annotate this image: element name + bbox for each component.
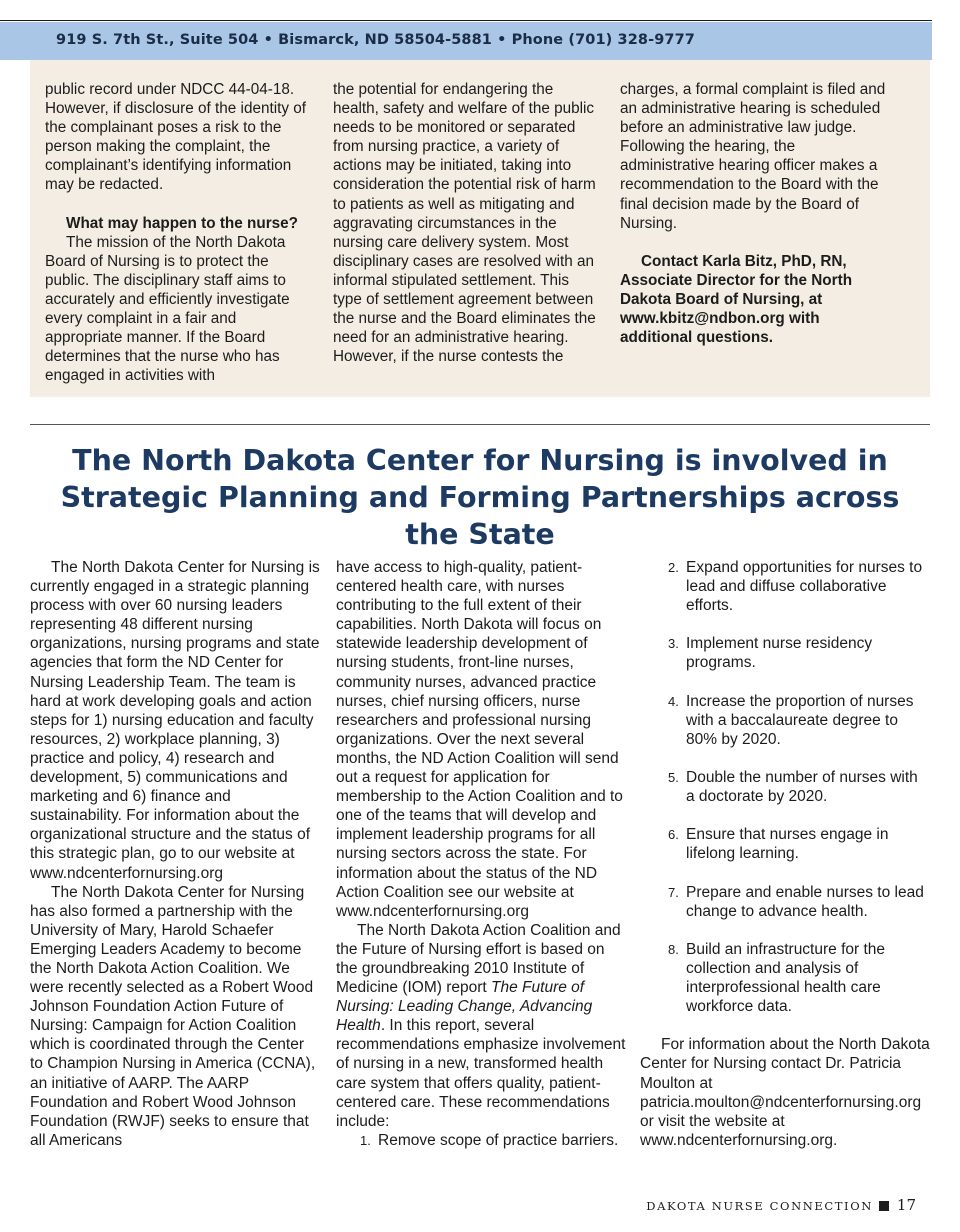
address-bar: [0, 22, 932, 60]
box-column-3: [620, 80, 890, 347]
recommendation-number: 3.: [668, 636, 679, 652]
publication-name: DAKOTA NURSE CONNECTION: [646, 1199, 873, 1213]
recommendation-number: 5.: [668, 770, 679, 786]
recommendation-text: Remove scope of practice barriers.: [378, 1131, 619, 1149]
article-column-1: [30, 558, 320, 1150]
sidebar-box: [30, 60, 930, 397]
contact-note: Contact Karla Bitz, PhD, RN, Associate Director for the North Dakota Board of Nursing, at www.kbitz@ndbon.org with additional questions.: [620, 252, 853, 347]
recommendation-text: Expand opportunities for nurses to lead and diffuse collaborative efforts.: [686, 559, 923, 615]
article-headline: The North Dakota Center for Nursing is involved in Strategic Planning and Forming Partnerships across the State: [60, 444, 900, 551]
article-paragraph: The North Dakota Center for Nursing is currently engaged in a strategic planning process with over 60 nursing leaders representing 48 different nursing organizations, nursing programs and state agencies that form the ND Center for Nursing Leadership Team. The team is hard at work developing goals and action steps for 1) nursing education and faculty resources, 2) workplace planning, 3) practice and policy, 4) research and development, 5) communications and marketing and 6) finance and sustainability. For information about the organizational structure and the status of this strategic plan, go to our website at www.ndcenterfornursing.org: [30, 559, 320, 882]
recommendation-item: [640, 634, 930, 672]
article-paragraph: have access to high-quality, patient-centered health care, with nurses contributing to the full extent of their capabilities. North Dakota will focus on statewide leadership development of nursing students, front-line nurses, community nurses, advanced practice nurses, chief nursing officers, nurse researchers and professional nursing organizations. Over the next several months, the ND Action Coalition will send out a request for application for membership to the Action Coalition and to one of the teams that will develop and implement leadership programs for all nursing sectors across the state. For information about the status of the ND Action Coalition see our website at www.ndcenterfornursing.org: [336, 559, 623, 920]
box-paragraph: the potential for endangering the health, safety and welfare of the public needs to be monitored or separated from nursing practice, a variety of actions may be initiated, taking into consideration the potential risk of harm to patients as well as mitigating and aggravating circumstances in the nursing care delivery system. Most disciplinary cases are resolved with an informal stipulated settlement. This type of settlement agreement between the nurse and the Board eliminates the need for an administrative hearing. However, if the nurse contests the: [333, 81, 596, 366]
recommendation-text: Implement nurse residency programs.: [686, 635, 873, 672]
recommendation-item: [640, 558, 930, 615]
square-bullet-icon: [879, 1201, 889, 1211]
recommendation-text: Prepare and enable nurses to lead change to advance health.: [686, 883, 924, 920]
recommendation-text: Double the number of nurses with a doctorate by 2020.: [686, 769, 918, 806]
recommendation-item: [640, 768, 930, 806]
recommendation-text: Ensure that nurses engage in lifelong learning.: [686, 826, 889, 863]
box-column-2: [333, 80, 601, 366]
box-column-1: [45, 80, 313, 385]
recommendation-item: [640, 883, 930, 921]
recommendation-item: [336, 1131, 626, 1150]
top-rule: [0, 20, 932, 21]
recommendation-item: [640, 940, 930, 1016]
article-paragraph: [336, 921, 626, 1131]
recommendation-item: [640, 692, 930, 749]
box-paragraph: The mission of the North Dakota Board of Nursing is to protect the public. The disciplinary staff aims to accurately and efficiently investigate every complaint in a fair and appropriate manner. If the Board determines that the nurse who has engaged in activities with: [45, 233, 290, 385]
page-footer: [646, 1196, 916, 1214]
recommendation-item: [640, 825, 930, 863]
recommendation-number: 1.: [360, 1132, 371, 1148]
recommendation-number: 2.: [668, 560, 679, 575]
recommendation-number: 8.: [668, 941, 679, 957]
report-intro: The North Dakota Action Coalition and the Future of Nursing effort is based on the groundbreaking 2010 Institute of Medicine (IOM) report: [336, 921, 621, 997]
closing-paragraph: For information about the North Dakota Center for Nursing contact Dr. Patricia Moulton at patricia.moulton@ndcenterfornursing.org or visit the website at www.ndcenterfornursing.org.: [640, 1036, 930, 1149]
article-column-3: [640, 558, 930, 1150]
box-subheading: What may happen to the nurse?: [66, 214, 299, 232]
recommendation-text: Increase the proportion of nurses with a baccalaureate degree to 80% by 2020.: [686, 692, 914, 748]
recommendations-list: [640, 558, 930, 1016]
page-number: 17: [896, 1196, 916, 1214]
box-paragraph: public record under NDCC 44-04-18. However, if disclosure of the identity of the complainant poses a risk to the person making the complaint, the complainant’s identifying information may be redacted.: [45, 81, 307, 194]
recommendation-number: 6.: [668, 827, 679, 843]
recommendation-text: Build an infrastructure for the collection and analysis of interprofessional health care workforce data.: [686, 940, 886, 1016]
address-text: 919 S. 7th St., Suite 504 • Bismarck, ND 58504-5881 • Phone (701) 328-9777: [56, 32, 695, 48]
report-title: The Future of Nursing: Leading Change, Advancing Health: [336, 979, 593, 1035]
recommendation-number: 7.: [668, 884, 679, 900]
section-divider: [30, 424, 930, 425]
box-paragraph: charges, a formal complaint is filed and an administrative hearing is scheduled before an administrative law judge. Following the hearing, the administrative hearing officer makes a recommendation to the Board with the final decision made by the Board of Nursing.: [620, 81, 886, 232]
article-column-2: [336, 558, 626, 1150]
recommendation-number: 4.: [668, 693, 679, 709]
report-outro: . In this report, several recommendations emphasize involvement of nursing in a new, transformed health care system that offers quality, patient-centered care. These recommendations include:: [336, 1017, 626, 1130]
article-paragraph: The North Dakota Center for Nursing has also formed a partnership with the University of Mary, Harold Schaefer Emerging Leaders Academy to become the North Dakota Action Coalition. We were recently selected as a Robert Wood Johnson Foundation Action Future of Nursing: Campaign for Action Coalition which is coordinated through the Center to Champion Nursing in America (CCNA), an initiative of AARP. The AARP Foundation and Robert Wood Johnson Foundation (RWJF) seeks to ensure that all Americans: [30, 883, 316, 1149]
